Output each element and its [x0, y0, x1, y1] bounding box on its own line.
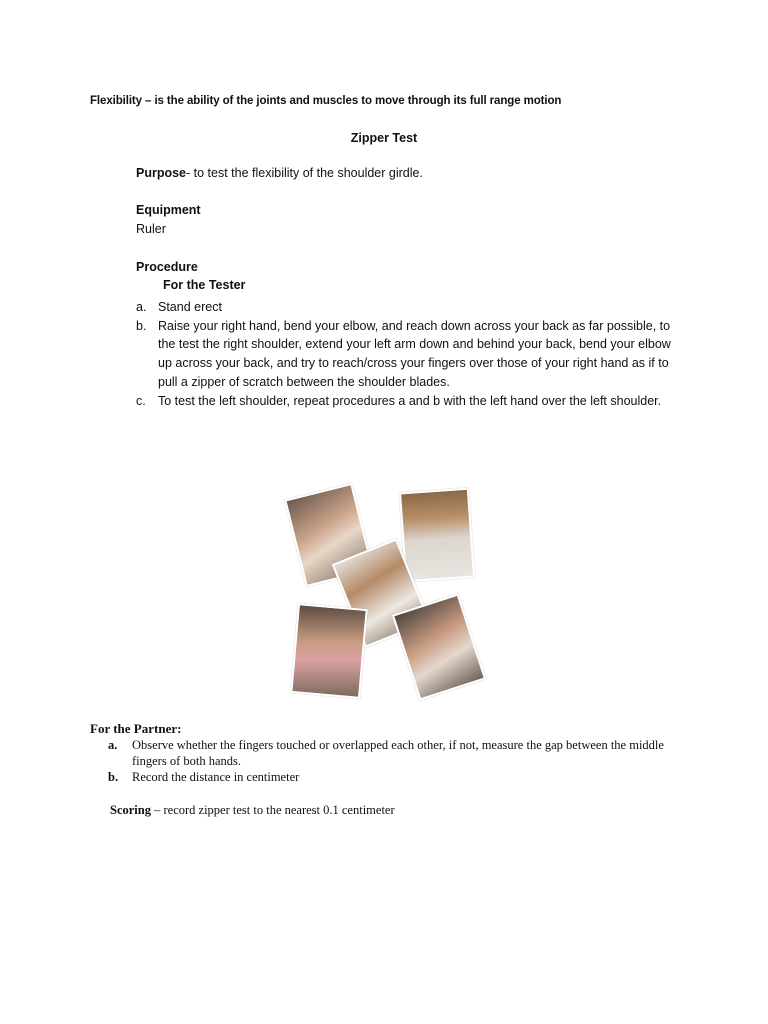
collage-photo — [392, 593, 486, 700]
page-title: Zipper Test — [350, 131, 418, 145]
partner-heading: For the Partner: — [90, 721, 182, 736]
collage-photo — [399, 488, 475, 583]
purpose-line — [136, 166, 423, 180]
list-marker: a. — [108, 738, 118, 752]
scoring-line — [110, 803, 395, 818]
list-marker: c. — [136, 393, 146, 408]
list-item — [108, 770, 668, 786]
list-item — [136, 317, 681, 392]
list-marker: b. — [136, 318, 147, 333]
list-text: Raise your right hand, bend your elbow, and reach down across your back as far possible, to the test the right shoulder, extend your left arm down and behind your back, bend your elbow up across your back, and try to reach/cross your fingers over those of your right hand as if to pull a zipper of scratch between the shoulder blades. — [158, 318, 671, 389]
list-item — [108, 738, 668, 769]
purpose-text: - to test the flexibility of the shoulder girdle. — [186, 166, 423, 180]
list-text: Record the distance in centimeter — [132, 770, 300, 784]
definition-line — [90, 95, 561, 107]
list-item — [136, 298, 681, 317]
scoring-text: – record zipper test to the nearest 0.1 centimeter — [150, 803, 395, 817]
procedure-heading: Procedure — [136, 260, 198, 274]
list-text: Observe whether the fingers touched or overlapped each other, if not, measure the gap between the middle fingers of both hands. — [132, 738, 664, 768]
list-marker: b. — [108, 770, 119, 784]
list-text: To test the left shoulder, repeat procedures a and b with the left hand over the left shoulder. — [158, 393, 662, 408]
list-text: Stand erect — [158, 300, 222, 314]
definition-term: Flexibility — [90, 95, 142, 107]
definition-text: – is the ability of the joints and muscles to move through its full range motion — [141, 95, 562, 107]
collage-photo — [290, 603, 368, 699]
tester-steps — [136, 298, 681, 410]
photo-collage — [280, 478, 485, 703]
purpose-label: Purpose — [136, 166, 187, 180]
list-marker: a. — [136, 300, 147, 314]
list-item — [136, 392, 681, 411]
equipment-value: Ruler — [136, 222, 166, 236]
partner-steps — [108, 738, 668, 787]
equipment-heading: Equipment — [136, 203, 201, 217]
tester-heading: For the Tester — [163, 278, 246, 292]
scoring-label: Scoring — [110, 803, 151, 817]
